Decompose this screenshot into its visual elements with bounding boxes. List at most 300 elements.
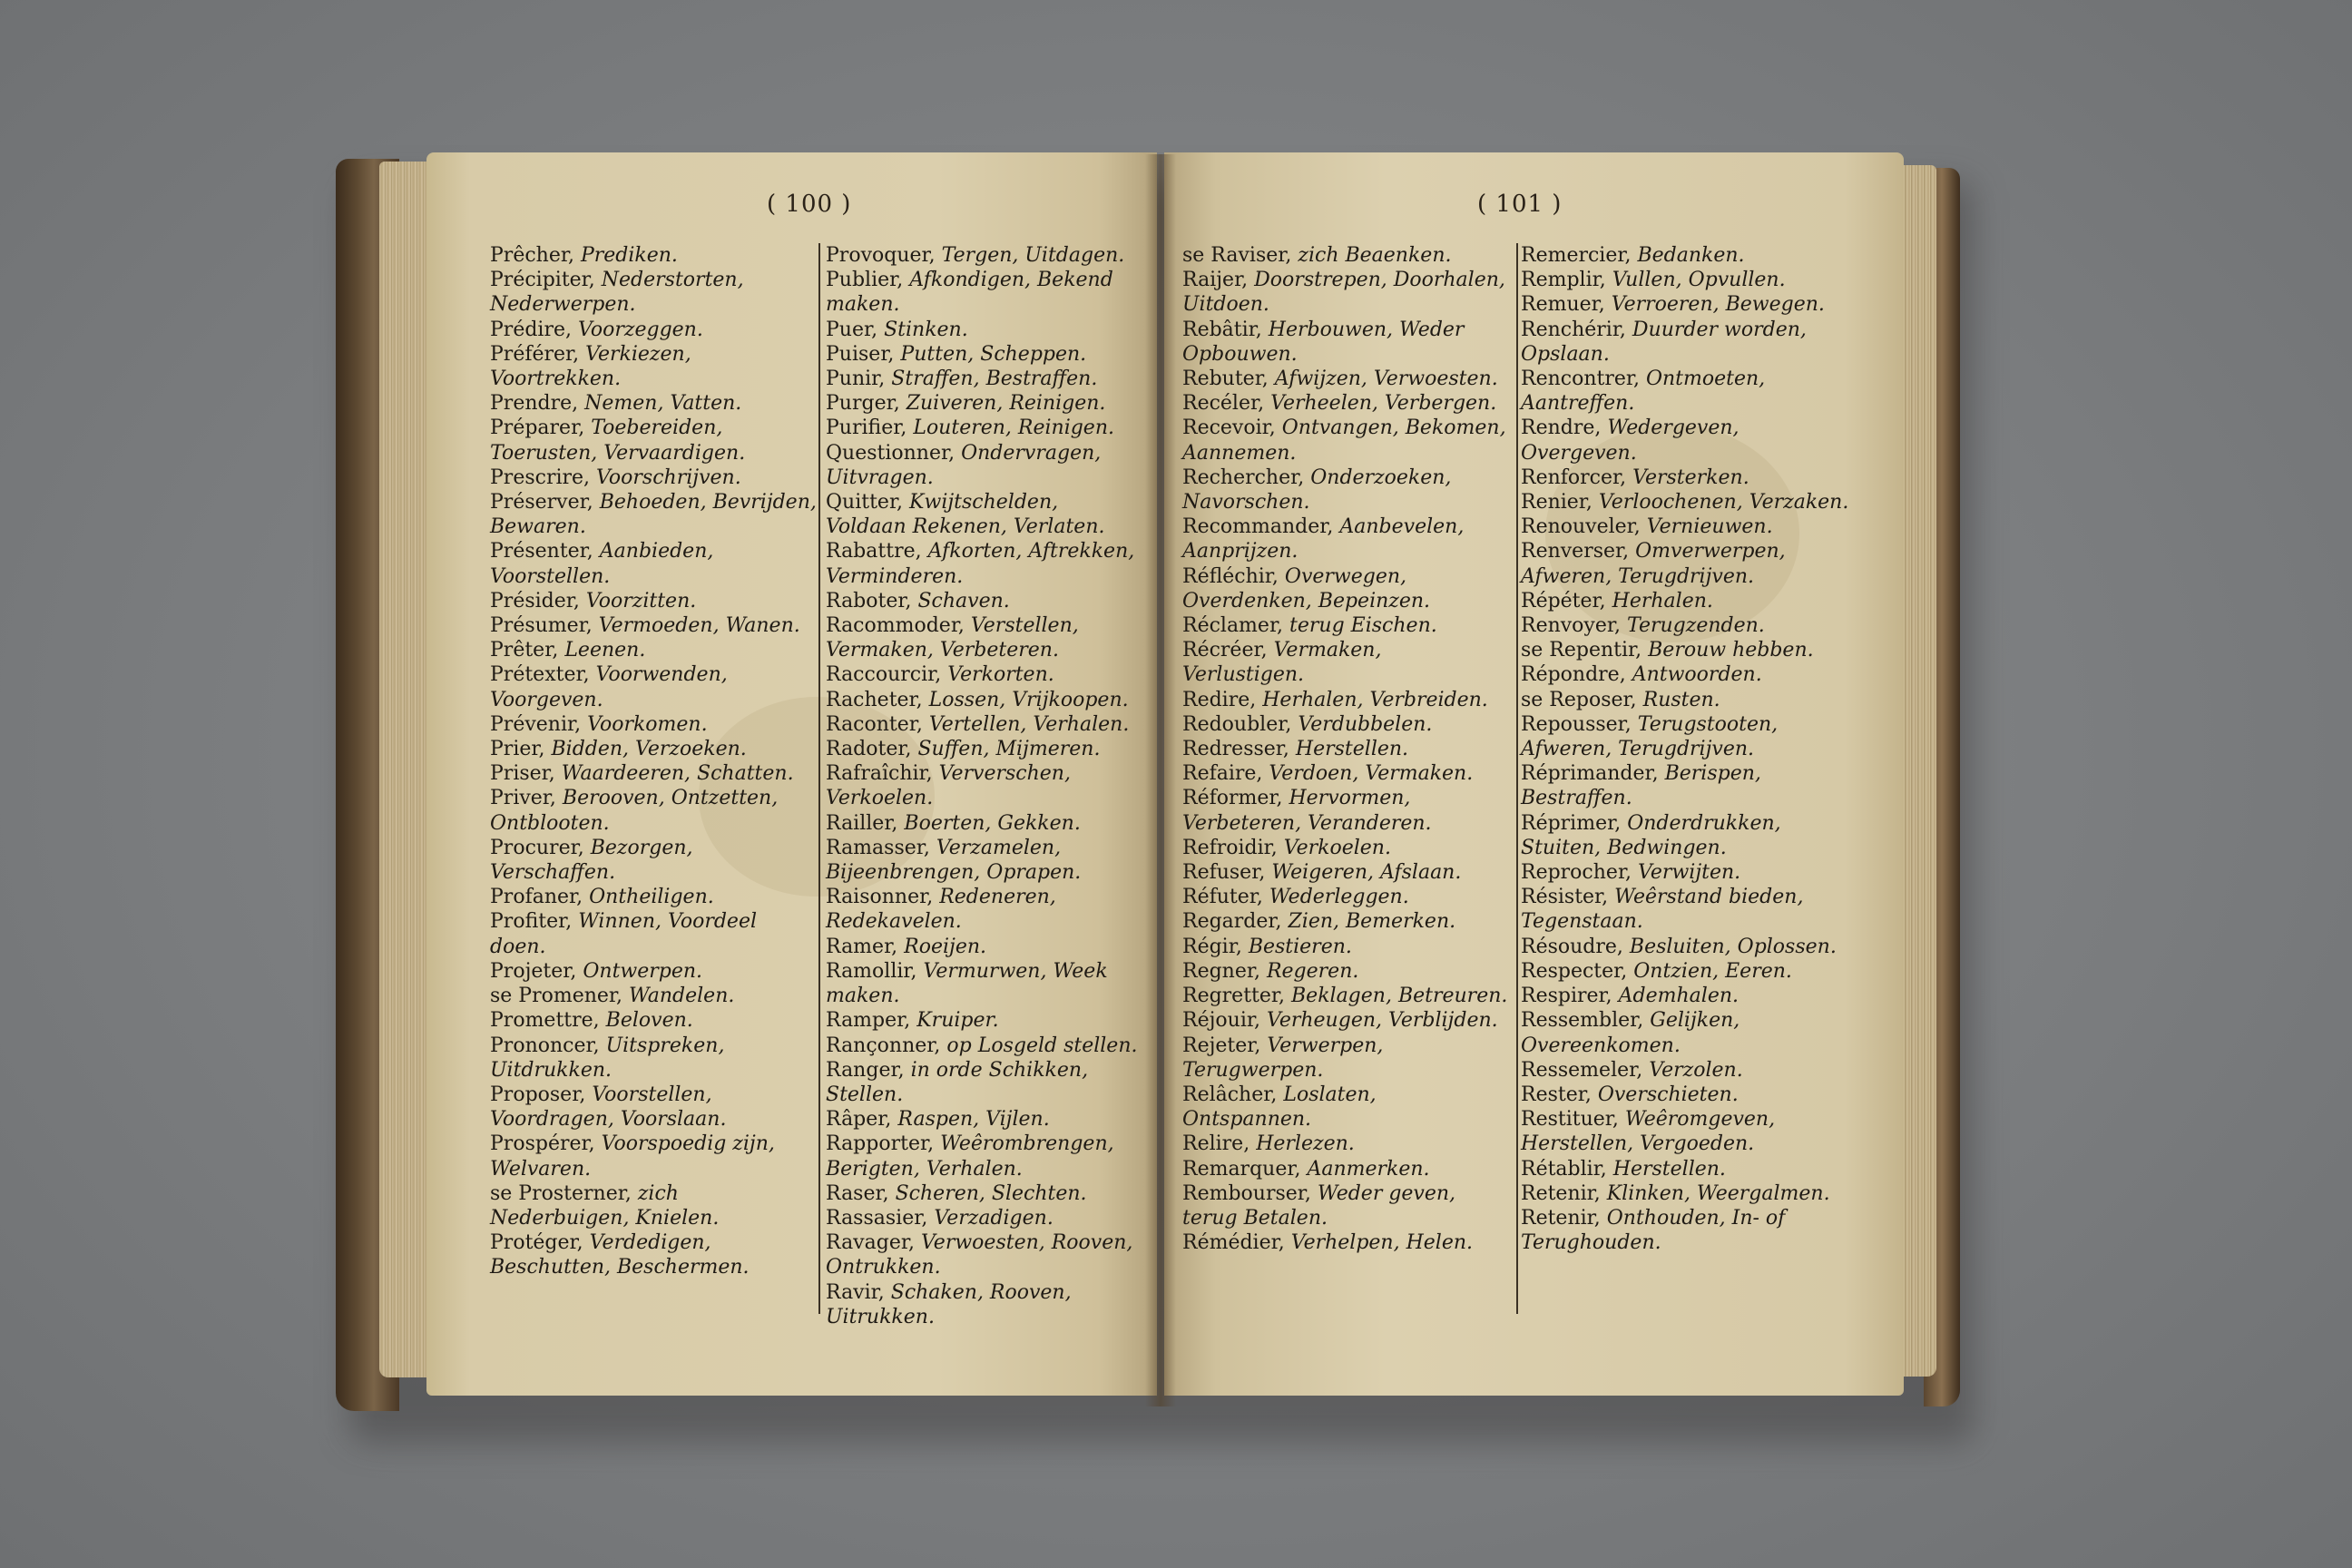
entry-separator: , (891, 935, 905, 958)
entry-separator: , (1598, 293, 1612, 317)
dictionary-entry (490, 1181, 817, 1230)
entry-separator: , (1277, 614, 1290, 638)
entry-translation: Herbouwen, Weder Opbouwen. (1182, 318, 1465, 366)
entry-headword: Répéter (1521, 589, 1600, 612)
entry-translation: Bezorgen, Verschaffen. (490, 836, 693, 885)
entry-translation: Terugstooten, Afweren, Terugdrijven. (1521, 712, 1779, 761)
entry-headword: Prospérer (490, 1132, 589, 1156)
entry-translation: Redeneren, Redekavelen. (826, 886, 1056, 934)
entry-separator: , (928, 244, 942, 267)
entry-separator: , (1599, 589, 1612, 612)
entry-translation: Verheelen, Verbergen. (1270, 392, 1497, 416)
entry-separator: , (1600, 1157, 1613, 1181)
entry-headword: Renouveler (1521, 515, 1634, 539)
entry-headword: Raboter (826, 589, 906, 612)
entry-headword: Ramper (826, 1009, 905, 1033)
entry-separator: , (1614, 811, 1628, 835)
entry-headword: Restituer (1521, 1108, 1612, 1132)
entry-translation: Voorstellen, Voordragen, Voorslaan. (490, 1083, 727, 1132)
dictionary-entry (826, 1206, 1143, 1230)
entry-separator: , (585, 614, 599, 638)
dictionary-entry (1521, 466, 1857, 490)
left-page-edges (379, 162, 432, 1377)
entry-separator: , (1254, 1034, 1268, 1057)
dictionary-entry (826, 539, 1143, 588)
entry-translation: zich Nederbuigen, Knielen. (490, 1181, 720, 1230)
dictionary-entry (826, 712, 1143, 737)
entry-separator: , (583, 466, 597, 489)
entry-headword: Réprimander (1521, 762, 1652, 786)
entry-headword: Purger (826, 392, 894, 416)
entry-headword: se Reposer (1521, 688, 1631, 711)
dictionary-entry (1521, 367, 1857, 416)
dictionary-entry (826, 1008, 1143, 1033)
entry-separator: , (593, 1034, 606, 1057)
dictionary-entry (490, 1083, 817, 1132)
entry-headword: Préférer (490, 342, 573, 366)
entry-separator: , (1261, 368, 1275, 391)
dictionary-entry (1182, 1157, 1509, 1181)
entry-separator: , (1259, 861, 1272, 885)
entry-separator: , (1613, 614, 1627, 638)
entry-separator: , (1282, 738, 1296, 761)
dictionary-entry (826, 367, 1143, 391)
entry-headword: Raisonner (826, 886, 927, 909)
entry-headword: Rafraîchir (826, 762, 926, 786)
dictionary-entry (490, 662, 817, 711)
entry-translation: Suffen, Mijmeren. (917, 738, 1101, 761)
entry-headword: Recevoir (1182, 416, 1269, 440)
entry-translation: Zuiveren, Reinigen. (906, 392, 1106, 416)
entry-headword: Recéler (1182, 392, 1259, 416)
entry-translation: Vermoeden, Wanen. (598, 614, 800, 638)
dictionary-entry (1521, 984, 1857, 1008)
dictionary-entry (1182, 466, 1509, 514)
entry-translation: Terugzenden. (1626, 614, 1765, 638)
entry-translation: Verwijten. (1638, 861, 1741, 885)
dictionary-entry (826, 811, 1143, 836)
entry-translation: Besluiten, Oplossen. (1629, 935, 1837, 958)
entry-separator: , (1250, 688, 1263, 711)
entry-translation: Weêrombrengen, Berigten, Verhalen. (826, 1132, 1114, 1181)
dictionary-entry (1182, 1008, 1509, 1033)
dictionary-entry (490, 466, 817, 490)
dictionary-entry (490, 416, 817, 465)
entry-headword: Ravir (826, 1280, 878, 1304)
dictionary-entry (1521, 268, 1857, 292)
entry-separator: , (905, 589, 918, 612)
dictionary-entry (1521, 761, 1857, 810)
entry-translation: Verkoelen. (1283, 836, 1391, 859)
dictionary-entry (1182, 514, 1509, 564)
entry-translation: Beloven. (605, 1009, 693, 1033)
entry-separator: , (891, 811, 905, 835)
entry-headword: Réfléchir (1182, 564, 1272, 588)
entry-translation: Verloochenen, Verzaken. (1598, 491, 1849, 514)
entry-translation: in orde Schikken, Stellen. (826, 1058, 1089, 1106)
entry-translation: Schaven. (917, 589, 1010, 612)
entry-column (826, 243, 1143, 1329)
entry-headword: Remarquer (1182, 1157, 1295, 1181)
dictionary-entry (1521, 589, 1857, 613)
entry-headword: Rémédier (1182, 1231, 1279, 1255)
entry-separator: , (905, 738, 918, 761)
entry-headword: Rester (1521, 1083, 1585, 1106)
dictionary-entry (826, 268, 1143, 317)
entry-headword: Respirer (1521, 985, 1606, 1008)
dictionary-entry (490, 391, 817, 416)
entry-headword: Reprocher (1521, 861, 1626, 885)
entry-headword: Ressembler (1521, 1009, 1638, 1033)
dictionary-entry (490, 613, 817, 638)
dictionary-entry (826, 836, 1143, 885)
entry-translation: Voorzitten. (585, 589, 697, 612)
dictionary-entry (1182, 391, 1509, 416)
dictionary-entry (1521, 1157, 1857, 1181)
entry-headword: Protéger (490, 1231, 577, 1255)
entry-translation: Wedergeven, Overgeven. (1521, 416, 1740, 465)
entry-separator: , (1235, 935, 1249, 958)
entry-headword: Refuser (1182, 861, 1259, 885)
dictionary-entry (490, 786, 817, 835)
entry-separator: , (1253, 959, 1267, 983)
entry-separator: , (1270, 1083, 1284, 1106)
entry-headword: Prêter (490, 639, 553, 662)
entry-translation: Hervormen, Verbeteren, Veranderen. (1182, 787, 1432, 835)
entry-headword: Racheter (826, 688, 916, 711)
entry-translation: Onderdrukken, Stuiten, Bedwingen. (1521, 811, 1781, 859)
entry-headword: Redire (1182, 688, 1250, 711)
entry-translation: Scheren, Slechten. (895, 1181, 1087, 1205)
entry-translation: Lossen, Vrijkoopen. (928, 688, 1129, 711)
entry-translation: Vernieuwen. (1646, 515, 1773, 539)
dictionary-entry (490, 1034, 817, 1083)
right-page (1164, 152, 1904, 1396)
dictionary-entry (1182, 712, 1509, 737)
dictionary-entry (1182, 688, 1509, 712)
entry-translation: Antwoorden. (1632, 663, 1762, 687)
entry-separator: , (926, 762, 939, 786)
dictionary-entry (826, 761, 1143, 810)
entry-translation: Verkorten. (947, 663, 1054, 687)
entry-translation: Voorspoedig zijn, Welvaren. (490, 1132, 775, 1181)
entry-separator: , (1651, 762, 1665, 786)
dictionary-entry (826, 342, 1143, 367)
entry-separator: , (579, 1083, 593, 1106)
right-page-edges (1898, 165, 1936, 1377)
entry-headword: Rapporter (826, 1132, 928, 1156)
dictionary-entry (826, 589, 1143, 613)
entry-translation: Onderzoeken, Navorschen. (1182, 466, 1452, 514)
entry-headword: Puer (826, 318, 872, 341)
entry-translation: Beklagen, Betreuren. (1291, 985, 1508, 1008)
entry-translation: Bedanken. (1637, 244, 1745, 267)
entry-headword: Prévenir (490, 712, 575, 736)
entry-separator: , (586, 491, 600, 514)
entry-separator: , (1253, 1009, 1267, 1033)
entry-headword: Prétexter (490, 663, 583, 687)
entry-separator: , (897, 269, 910, 292)
entry-separator: , (1279, 985, 1292, 1008)
dictionary-entry (1521, 885, 1857, 934)
entry-separator: , (1632, 368, 1646, 391)
entry-headword: Regarder (1182, 910, 1276, 934)
dictionary-entry (1521, 662, 1857, 687)
entry-separator: , (1633, 515, 1647, 539)
dictionary-entry (1521, 490, 1857, 514)
dictionary-entry (826, 1107, 1143, 1132)
entry-headword: Prescrire (490, 466, 584, 489)
entry-separator: , (583, 663, 596, 687)
entry-translation: Ontheiligen. (589, 886, 714, 909)
entry-separator: , (616, 985, 630, 1008)
entry-headword: Récréer (1182, 639, 1261, 662)
dictionary-entry (826, 1034, 1143, 1058)
entry-headword: Réjouir (1182, 1009, 1254, 1033)
entry-headword: Rembourser (1182, 1181, 1305, 1205)
entry-separator: , (915, 540, 928, 564)
entry-translation: Versterken. (1632, 466, 1749, 489)
dictionary-entry (826, 1230, 1143, 1279)
dictionary-entry (1182, 909, 1509, 934)
entry-separator: , (1620, 466, 1633, 489)
entry-translation: Voorschrijven. (596, 466, 741, 489)
entry-separator: , (1619, 663, 1632, 687)
entry-separator: , (1619, 318, 1632, 341)
entry-translation: Uitspreken, Uitdrukken. (490, 1034, 725, 1082)
entry-headword: Ravager (826, 1231, 908, 1255)
entry-separator: , (565, 318, 578, 341)
entry-separator: , (567, 244, 581, 267)
entry-separator: , (1270, 836, 1284, 859)
page-number: ( 100 ) (767, 191, 852, 218)
entry-translation: Aanbieden, Voorstellen. (490, 540, 714, 588)
entry-headword: Racommoder (826, 614, 958, 638)
entry-separator: , (948, 441, 962, 465)
entry-separator: , (570, 959, 583, 983)
entry-headword: Priver (490, 787, 550, 810)
entry-separator: , (877, 1280, 891, 1304)
entry-separator: , (1612, 1108, 1625, 1132)
entry-headword: Respecter (1521, 959, 1622, 983)
entry-translation: Overwegen, Overdenken, Bepeinzen. (1182, 564, 1431, 612)
dictionary-entry (490, 1008, 817, 1033)
entry-separator: , (916, 688, 929, 711)
entry-separator: , (538, 738, 552, 761)
entry-translation: Herhalen, Verbreiden. (1262, 688, 1488, 711)
dictionary-entry (826, 688, 1143, 712)
entry-separator: , (885, 1108, 898, 1132)
dictionary-entry (490, 836, 817, 885)
entry-translation: Wandelen. (629, 985, 735, 1008)
entry-headword: Raijer (1182, 269, 1242, 292)
entry-headword: Rendre (1521, 416, 1595, 440)
entry-translation: Louteren, Reinigen. (913, 416, 1114, 440)
entry-separator: , (1594, 416, 1608, 440)
dictionary-entry (490, 539, 817, 588)
entry-translation: Verzolen. (1649, 1058, 1743, 1082)
entry-separator: , (1593, 1206, 1607, 1230)
entry-separator: , (1241, 269, 1255, 292)
entry-headword: Quitter (826, 491, 897, 514)
entry-column (490, 243, 817, 1280)
entry-separator: , (957, 614, 971, 638)
entry-separator: , (578, 416, 592, 440)
dictionary-entry (490, 984, 817, 1008)
entry-headword: Râper (826, 1108, 886, 1132)
dictionary-entry (490, 1230, 817, 1279)
entry-translation: Berooven, Ontzetten, Ontblooten. (490, 787, 779, 835)
dictionary-entry (1521, 416, 1857, 465)
dictionary-entry (1521, 1206, 1857, 1255)
entry-headword: Rabattre (826, 540, 916, 564)
entry-translation: Kwijtschelden, Voldaan Rekenen, Verlaten. (826, 491, 1105, 539)
entry-separator: , (1622, 540, 1636, 564)
entry-translation: Voorkomen. (587, 712, 708, 736)
entry-translation: Afkondigen, Bekend maken. (826, 269, 1113, 317)
entry-translation: Berouw hebben. (1648, 639, 1814, 662)
dictionary-entry (1521, 860, 1857, 885)
entry-translation: Straffen, Bestraffen. (891, 368, 1098, 391)
dictionary-entry (1182, 1034, 1509, 1083)
entry-translation: Duurder worden, Opslaan. (1521, 318, 1807, 366)
entry-translation: Verdubbelen. (1298, 712, 1433, 736)
entry-headword: Redresser (1182, 738, 1283, 761)
entry-translation: Verdoen, Vermaken. (1269, 762, 1474, 786)
entry-separator: , (1621, 959, 1634, 983)
entry-separator: , (1278, 1231, 1291, 1255)
entry-separator: , (878, 368, 892, 391)
dictionary-entry (1521, 1083, 1857, 1107)
entry-separator: , (572, 392, 585, 416)
dictionary-entry (826, 885, 1143, 934)
entry-translation: Ontmoeten, Aantreffen. (1521, 368, 1766, 416)
entry-translation: Ondervragen, Uitvragen. (826, 441, 1102, 489)
dictionary-entry (1182, 959, 1509, 984)
entry-separator: , (573, 589, 586, 612)
entry-headword: Profiter (490, 910, 566, 934)
entry-separator: , (1593, 1181, 1607, 1205)
entry-translation: Leenen. (564, 639, 646, 662)
dictionary-entry (1521, 292, 1857, 317)
entry-headword: Rétablir (1521, 1157, 1601, 1181)
entry-separator: , (576, 1231, 590, 1255)
entry-column (1182, 243, 1509, 1255)
entry-separator: , (907, 1231, 921, 1255)
entry-translation: Vullen, Opvullen. (1612, 269, 1786, 292)
entry-separator: , (1298, 466, 1311, 489)
entry-headword: Présider (490, 589, 573, 612)
entry-translation: Afwijzen, Verwoesten. (1274, 368, 1498, 391)
entry-headword: se Raviser (1182, 244, 1286, 267)
entry-separator: , (624, 1181, 638, 1205)
entry-translation: Toebereiden, Toerusten, Vervaardigen. (490, 416, 746, 465)
entry-translation: Voorwenden, Voorgeven. (490, 663, 728, 711)
dictionary-entry (1182, 885, 1509, 909)
entry-translation: Vertellen, Verhalen. (928, 712, 1130, 736)
entry-translation: Verdedigen, Beschutten, Beschermen. (490, 1231, 750, 1279)
entry-translation: op Losgeld stellen. (946, 1034, 1138, 1057)
entry-headword: Prendre (490, 392, 573, 416)
entry-translation: Kruiper. (916, 1009, 999, 1033)
entry-headword: Ranger (826, 1058, 898, 1082)
entry-translation: Weêrstand bieden, Tegenstaan. (1521, 886, 1804, 934)
dictionary-entry (1521, 539, 1857, 588)
entry-separator: , (935, 663, 948, 687)
entry-headword: Puiser (826, 342, 888, 366)
entry-headword: Recommander (1182, 515, 1328, 539)
entry-separator: , (926, 886, 940, 909)
dictionary-entry (1521, 318, 1857, 367)
dictionary-entry (1182, 613, 1509, 638)
entry-translation: Aanmerken. (1307, 1157, 1430, 1181)
dictionary-entry (1182, 1132, 1509, 1156)
entry-separator: , (1269, 416, 1282, 440)
dictionary-entry (1521, 1107, 1857, 1156)
entry-headword: Redoubler (1182, 712, 1286, 736)
entry-separator: , (1260, 639, 1274, 662)
entry-translation: Waardeeren, Schatten. (561, 762, 794, 786)
entry-separator: , (904, 1009, 917, 1033)
entry-headword: Renforcer (1521, 466, 1621, 489)
entry-headword: se Promener (490, 985, 617, 1008)
entry-translation: Loslaten, Ontspannen. (1182, 1083, 1377, 1132)
entry-translation: Rusten. (1642, 688, 1720, 711)
dictionary-entry (1182, 935, 1509, 959)
dictionary-entry (1521, 935, 1857, 959)
entry-separator: , (900, 416, 914, 440)
entry-translation: Gelijken, Overeenkomen. (1521, 1009, 1740, 1057)
entry-separator: , (893, 392, 906, 416)
page-number: ( 101 ) (1477, 191, 1563, 218)
entry-translation: Stinken. (884, 318, 968, 341)
entry-translation: Omverwerpen, Afweren, Terugdrijven. (1521, 540, 1786, 588)
dictionary-entry (490, 761, 817, 786)
entry-translation: Aanbevelen, Aanprijzen. (1182, 515, 1465, 564)
entry-headword: Ramer (826, 935, 892, 958)
entry-headword: Présenter (490, 540, 587, 564)
entry-separator: , (897, 1058, 911, 1082)
dictionary-entry (1182, 1083, 1509, 1132)
entry-headword: Renvoyer (1521, 614, 1614, 638)
entry-headword: Refroidir (1182, 836, 1271, 859)
entry-translation: Regeren. (1266, 959, 1359, 983)
entry-separator: , (1636, 1058, 1650, 1082)
entry-translation: Herstellen. (1612, 1157, 1726, 1181)
entry-separator: , (1276, 787, 1289, 810)
entry-separator: , (574, 712, 588, 736)
entry-headword: Rebuter (1182, 368, 1262, 391)
entry-translation: Verhelpen, Helen. (1290, 1231, 1474, 1255)
entry-translation: Boerten, Gekken. (904, 811, 1081, 835)
entry-separator: , (552, 639, 565, 662)
entry-separator: , (1258, 392, 1271, 416)
entry-translation: Bestieren. (1248, 935, 1352, 958)
entry-headword: Régir (1182, 935, 1236, 958)
entry-headword: Rejeter (1182, 1034, 1255, 1057)
entry-translation: Voorzeggen. (578, 318, 703, 341)
entry-headword: Promettre (490, 1009, 593, 1033)
dictionary-entry (826, 391, 1143, 416)
entry-headword: Rechercher (1182, 466, 1298, 489)
entry-headword: Raser (826, 1181, 883, 1205)
dictionary-entry (826, 1058, 1143, 1107)
entry-translation: Weigeren, Afslaan. (1271, 861, 1462, 885)
dictionary-entry (490, 712, 817, 737)
entry-translation: Verwoesten, Rooven, Ontrukken. (826, 1231, 1133, 1279)
entry-headword: Railler (826, 811, 892, 835)
entry-separator: , (1271, 564, 1285, 588)
